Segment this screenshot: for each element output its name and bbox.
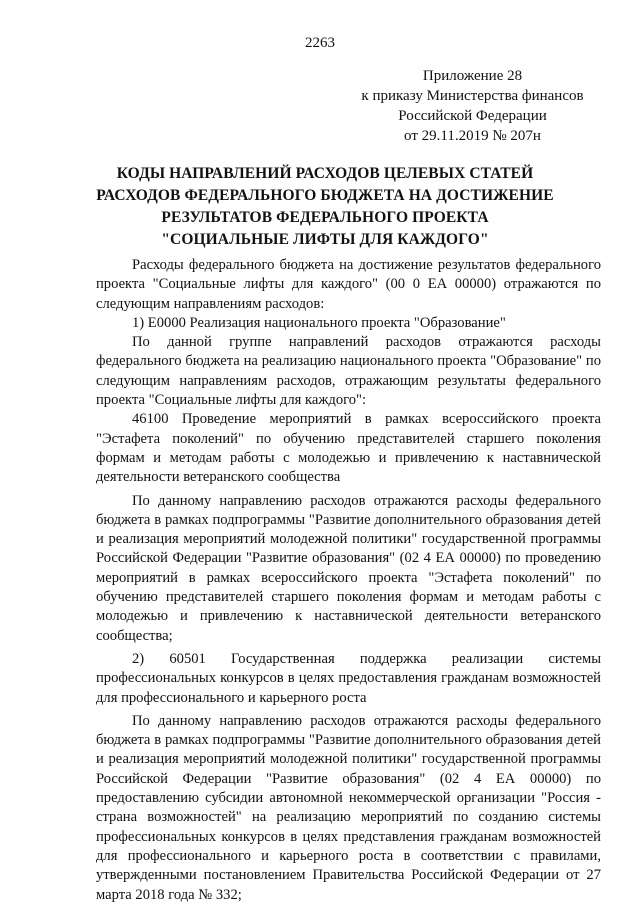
appendix-line: Российской Федерации <box>398 108 547 124</box>
document-title <box>60 163 590 251</box>
appendix-header <box>340 66 605 146</box>
body-paragraph: По данной группе направлений расходов отражаются расходы федерального бюджета на реализацию национального проекта "Образование" по следующим направлениям расходов, отражающим результаты федерального проекта "Социальные лифты для каждого": <box>96 334 601 409</box>
body-paragraph: 2) 60501 Государственная поддержка реализации системы профессиональных конкурсов в целях предоставления гражданам возможностей для профессионального и карьерного роста <box>96 650 601 706</box>
appendix-line: от 29.11.2019 № 207н <box>404 128 541 144</box>
appendix-line: Приложение 28 <box>422 68 523 84</box>
body-paragraph: 1) Е0000 Реализация национального проекта "Образование" <box>132 314 506 331</box>
title-line: РАСХОДОВ ФЕДЕРАЛЬНОГО БЮДЖЕТА НА ДОСТИЖЕНИЕ <box>96 187 554 204</box>
page-number: 2263 <box>305 35 335 51</box>
title-line: РЕЗУЛЬТАТОВ ФЕДЕРАЛЬНОГО ПРОЕКТА <box>161 209 489 226</box>
body-paragraph: По данному направлению расходов отражаются расходы федерального бюджета в рамках подпрограммы "Развитие дополнительного образования детей и реализация мероприятий молодежной политики" государственной программы Российской Федерации "Развитие образования" (02 4 ЕА 00000) по предоставлению субсидии автономной некоммерческой организации "Россия - страна возможностей" на реализацию мероприятий по созданию системы профессиональных конкурсов в целях представления гражданам возможностей для профессионального и карьерного роста в соответствии с правилами, утвержденными постановлением Правительства Российской Федерации от 27 марта 2018 года № 332; <box>96 712 601 903</box>
body-paragraph: По данному направлению расходов отражаются расходы федерального бюджета в рамках подпрограммы "Развитие дополнительного образования детей и реализация мероприятий молодежной политики" государственной программы Российской Федерации "Развитие образования" (02 4 ЕА 00000) по проведению мероприятий в рамках всероссийского проекта "Эстафета поколений" по обучению представителей старшего поколения формам и методам работы с молодежью и привлечению к наставнической деятельности ветеранского сообщества; <box>96 492 601 644</box>
appendix-line: к приказу Министерства финансов <box>361 88 584 104</box>
document-body <box>96 256 601 905</box>
title-line: "СОЦИАЛЬНЫЕ ЛИФТЫ ДЛЯ КАЖДОГО" <box>161 231 489 248</box>
body-paragraph: 46100 Проведение мероприятий в рамках всероссийского проекта "Эстафета поколений" по обучению представителей старшего поколения формам и методам работы с молодежью и привлечению к наставнической деятельности ветеранского сообщества <box>96 411 601 486</box>
title-line: КОДЫ НАПРАВЛЕНИЙ РАСХОДОВ ЦЕЛЕВЫХ СТАТЕЙ <box>116 165 534 182</box>
body-paragraph: Расходы федерального бюджета на достижение результатов федерального проекта "Социальные лифты для каждого" (00 0 ЕА 00000) отражаются по следующим направлениям расходов: <box>96 257 601 312</box>
